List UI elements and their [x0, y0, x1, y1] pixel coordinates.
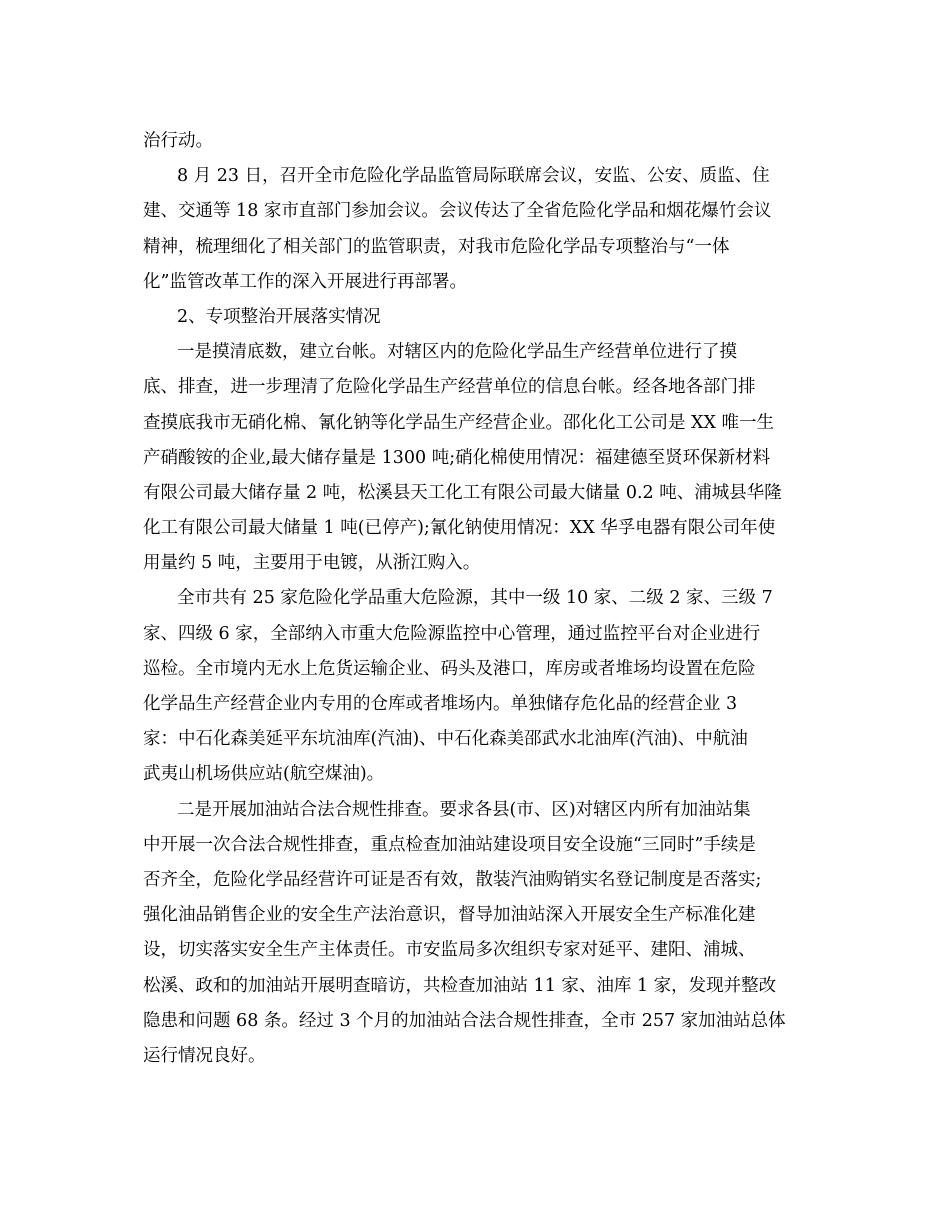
text-line: 化工有限公司最大储量 1 吨(已停产);氰化钠使用情况：XX 华孚电器有限公司年使 [143, 518, 776, 539]
text-line: 家、四级 6 家，全部纳入市重大危险源监控中心管理，通过监控平台对企业进行 [143, 623, 761, 644]
text-line: 化学品生产经营企业内专用的仓库或者堆场内。单独储存危化品的经营企业 3 [143, 694, 738, 714]
text-line: 8 月 23 日，召开全市危险化学品监管局际联席会议，安监、公安、质监、住 [177, 166, 770, 187]
text-line: 隐患和问题 68 条。经过 3 个月的加油站合法合规性排查，全市 257 家加油站总体 [143, 1010, 786, 1031]
text-line: 松溪、政和的加油站开展明查暗访，共检查加油站 11 家、油库 1 家，发现并整改 [143, 975, 777, 996]
text-line: 武夷山机场供应站(航空煤油)。 [143, 764, 385, 785]
text-line: 用量约 5 吨，主要用于电镀，从浙江购入。 [143, 553, 481, 574]
text-line: 有限公司最大储存量 2 吨，松溪县天工化工有限公司最大储量 0.2 吨、浦城县华隆 [143, 482, 782, 503]
text-line: 中开展一次合法合规性排查，重点检查加油站建设项目安全设施“三同时”手续是 [143, 834, 756, 855]
text-line: 治行动。 [143, 131, 213, 151]
text-line: 运行情况良好。 [143, 1045, 266, 1066]
paragraph-joint-meeting [143, 159, 811, 300]
text-line: 设，切实落实安全生产主体责任。市安监局多次组织专家对延平、建阳、浦城、 [143, 940, 756, 961]
paragraph-closing-fragment [143, 124, 811, 159]
text-line: 查摸底我市无硝化棉、氰化钠等化学品生产经营企业。邵化化工公司是 XX 唯一生 [143, 412, 775, 433]
text-line: 二是开展加油站合法合规性排查。要求各县(市、区)对辖区内所有加油站集 [177, 799, 751, 820]
paragraph-gas-station-check [143, 793, 811, 1075]
text-line: 产硝酸铵的企业,最大储存量是 1300 吨;硝化棉使用情况：福建德至贤环保新材料 [143, 447, 771, 468]
text-line: 精神，梳理细化了相关部门的监管职责，对我市危险化学品专项整治与“一体 [143, 236, 730, 257]
text-line: 否齐全，危险化学品经营许可证是否有效，散装汽油购销实名登记制度是否落实; [143, 869, 762, 890]
text-line: 2、专项整治开展落实情况 [177, 306, 381, 327]
section-heading [143, 300, 811, 335]
text-line: 全市共有 25 家危险化学品重大危险源，其中一级 10 家、二级 2 家、三级 7 [177, 588, 773, 609]
text-line: 一是摸清底数，建立台帐。对辖区内的危险化学品生产经营单位进行了摸 [177, 342, 737, 363]
paragraph-inventory-check [143, 335, 811, 581]
text-line: 家：中石化森美延平东坑油库(汽油)、中石化森美邵武水北油库(汽油)、中航油 [143, 729, 748, 750]
text-line: 强化油品销售企业的安全生产法治意识，督导加油站深入开展安全生产标准化建 [143, 905, 756, 926]
text-line: 巡检。全市境内无水上危货运输企业、码头及港口，库房或者堆场均设置在危险 [143, 658, 756, 679]
paragraph-major-hazards [143, 581, 811, 792]
text-line: 化”监管改革工作的深入开展进行再部署。 [143, 271, 467, 292]
text-line: 底、排查，进一步理清了危险化学品生产经营单位的信息台帐。经各地各部门排 [143, 377, 756, 398]
document-body [143, 124, 811, 1074]
text-line: 建、交通等 18 家市直部门参加会议。会议传达了全省危险化学品和烟花爆竹会议 [143, 201, 772, 222]
